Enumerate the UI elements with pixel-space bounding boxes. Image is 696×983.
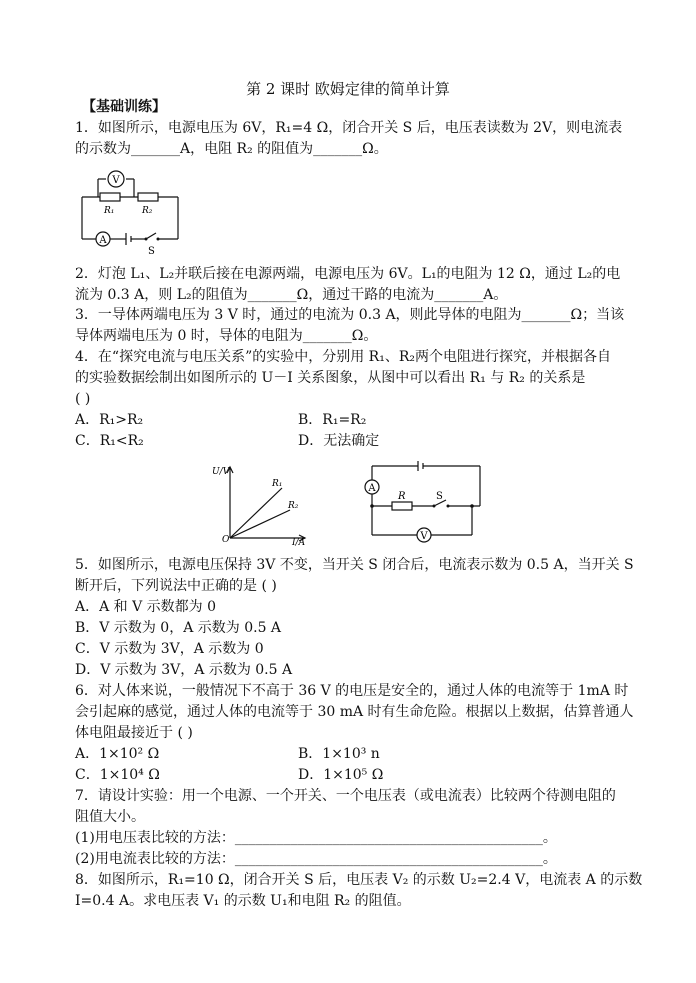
q5-option-a: A．A 和 V 示数都为 0 [75,599,217,615]
q7-line-1: 7．请设计实验：用一个电源、一个开关、一个电压表（或电流表）比较两个待测电阻的 [75,788,616,804]
ammeter-label: A [99,235,107,246]
q4-option-a: A．R₁>R₂ [75,412,144,428]
voltmeter-label: V [112,175,120,186]
r1-line [230,488,282,538]
q6-line-3: 体电阻最接近于 ( ) [75,725,193,741]
q2-line-1: 2．灯泡 L₁、L₂并联后接在电源两端，电源电压为 6V。L₁的电阻为 12 Ω，通过 L₂的电 [75,266,621,282]
q3-line-1: 3．一导体两端电压为 3 V 时，通过的电流为 0.3 A，则此导体的电阻为_______Ω；当该 [75,307,625,323]
q6-option-a: A．1×10² Ω [75,746,160,762]
q1-line-1: 1．如图所示，电源电压为 6V，R₁=4 Ω，闭合开关 S 后，电压表读数为 2V，则电流表 [75,120,623,136]
q6-option-b: B．1×10³ n [298,746,380,762]
q5-circuit-figure [362,458,488,546]
q5-option-c: C．V 示数为 3V，A 示数为 0 [75,641,264,657]
q6-line-1: 6．对人体来说，一般情况下不高于 36 V 的电压是安全的，通过人体的电流等于 1mA 时 [75,683,629,699]
page-title: 第 2 课时 欧姆定律的简单计算 [246,80,450,98]
graph-xlabel: I/A [292,538,306,548]
q3-line-2: 导体两端电压为 0 时，导体的电阻为_______Ω。 [75,328,378,344]
fig3-resistor-label: R [398,491,406,502]
q5-option-b: B．V 示数为 0，A 示数为 0.5 A [75,620,282,636]
fig3-voltmeter-label: V [420,531,428,542]
q8-line-2: I=0.4 A。求电压表 V₁ 的示数 U₁和电阻 R₂ 的阻值。 [75,893,411,909]
graph-origin: O [222,535,230,545]
q4-option-b: B．R₁=R₂ [298,412,367,428]
fig3-switch-label: S [436,491,443,502]
q4-line-1: 4．在“探究电流与电压关系”的实验中，分别用 R₁、R₂两个电阻进行探究，并根据各自 [75,349,611,365]
q6-option-d: D．1×10⁵ Ω [298,767,384,783]
graph-r2-label: R₂ [288,501,299,511]
q5-option-d: D．V 示数为 3V，A 示数为 0.5 A [75,662,293,678]
r2-line [230,510,290,538]
q1-line-2: 的示数为_______A，电阻 R₂ 的阻值为_______Ω。 [75,141,388,157]
graph-ylabel: U/V [212,467,230,477]
r2-label: R₂ [142,206,153,216]
q4-option-c: C．R₁<R₂ [75,433,144,449]
switch-label: S [148,246,155,257]
fig3-ammeter-label: A [368,483,376,494]
q1-circuit-figure [76,165,186,257]
q6-option-c: C．1×10⁴ Ω [75,767,160,783]
ui-graph-figure [210,460,310,548]
q5-line-1: 5．如图所示，电源电压保持 3V 不变，当开关 S 闭合后，电流表示数为 0.5 A，当开关 S [75,557,634,573]
q4-option-d: D．无法确定 [298,433,380,449]
q8-line-1: 8．如图所示，R₁=10 Ω，闭合开关 S 后，电压表 V₂ 的示数 U₂=2.4 V，电流表 A 的示数 [75,872,643,888]
q5-line-2: 断开后，下列说法中正确的是 ( ) [75,578,277,594]
q2-line-2: 流为 0.3 A，则 L₂的阻值为_______Ω，通过干路的电流为_______A。 [75,287,508,303]
q7-part-1: (1)用电压表比较的方法：____________________________________________。 [75,830,557,846]
section-heading: 【基础训练】 [82,99,166,115]
r1-label: R₁ [104,206,115,216]
q6-line-2: 会引起麻的感觉，通过人体的电流等于 30 mA 时有生命危险。根据以上数据，估算普通人 [75,704,634,720]
q4-line-2: 的实验数据绘制出如图所示的 U－I 关系图象，从图中可以看出 R₁ 与 R₂ 的关系是 [75,370,586,386]
q7-part-2: (2)用电流表比较的方法：____________________________________________。 [75,851,557,867]
q7-line-2: 阻值大小。 [75,809,145,825]
graph-r1-label: R₁ [272,479,283,489]
q4-line-3: ( ) [75,391,91,407]
